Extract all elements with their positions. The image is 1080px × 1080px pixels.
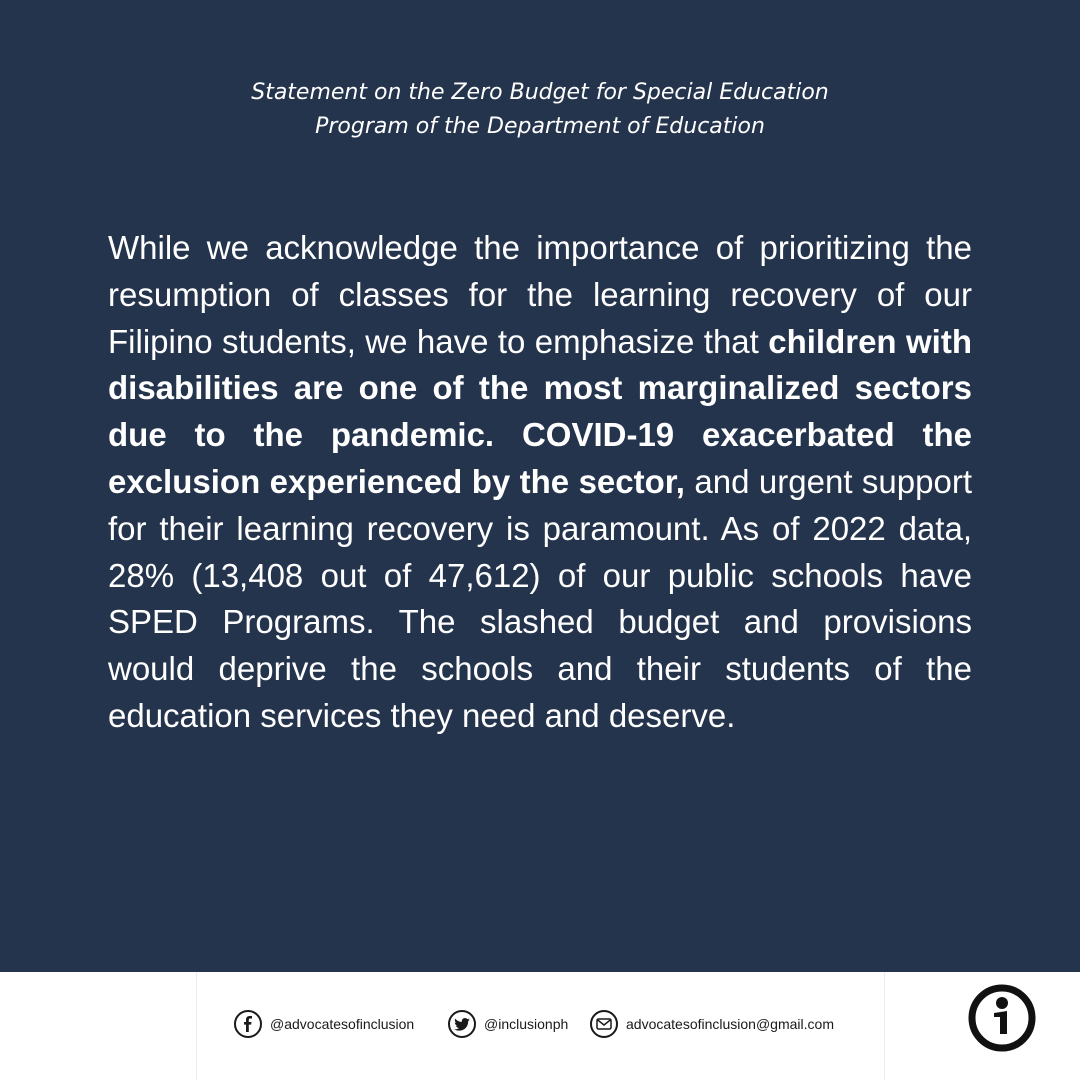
title-line-2: Program of the Department of Education bbox=[315, 114, 765, 139]
envelope-icon bbox=[590, 1010, 618, 1038]
twitter-icon bbox=[448, 1010, 476, 1038]
footer-divider-left bbox=[196, 972, 197, 1080]
facebook-icon bbox=[234, 1010, 262, 1038]
statement-text-2: and urgent support for their learning recovery is paramount. As of 2022 data, 28% (13,408 out of 47,612) of our public schools have SPED Programs. The slashed budget and provisions would deprive the schools and their students of the education services they need and deserve. bbox=[108, 462, 972, 734]
twitter-link[interactable] bbox=[448, 1008, 568, 1040]
statement-body bbox=[108, 225, 972, 740]
twitter-handle: @inclusionph bbox=[484, 1016, 569, 1032]
facebook-link[interactable] bbox=[234, 1008, 414, 1040]
email-address: advocatesofinclusion@gmail.com bbox=[626, 1016, 834, 1032]
page-title bbox=[0, 76, 1080, 144]
email-link[interactable] bbox=[590, 1008, 834, 1040]
footer-divider-right bbox=[884, 972, 885, 1080]
facebook-handle: @advocatesofinclusion bbox=[270, 1016, 415, 1032]
footer-bar bbox=[0, 972, 1080, 1080]
statement-text-1: While we acknowledge the importance of prioritizing the resumption of classes for the learning recovery of our Filipino students, we have to emphasize that bbox=[108, 229, 972, 360]
statement-bold-text: children with disabilities are one of the most marginalized sectors due to the pandemic. COVID-19 exacerbated the exclusion experienced by the sector, bbox=[108, 322, 972, 500]
title-line-1: Statement on the Zero Budget for Special Education bbox=[251, 80, 829, 105]
inclusion-logo-icon bbox=[966, 982, 1038, 1054]
